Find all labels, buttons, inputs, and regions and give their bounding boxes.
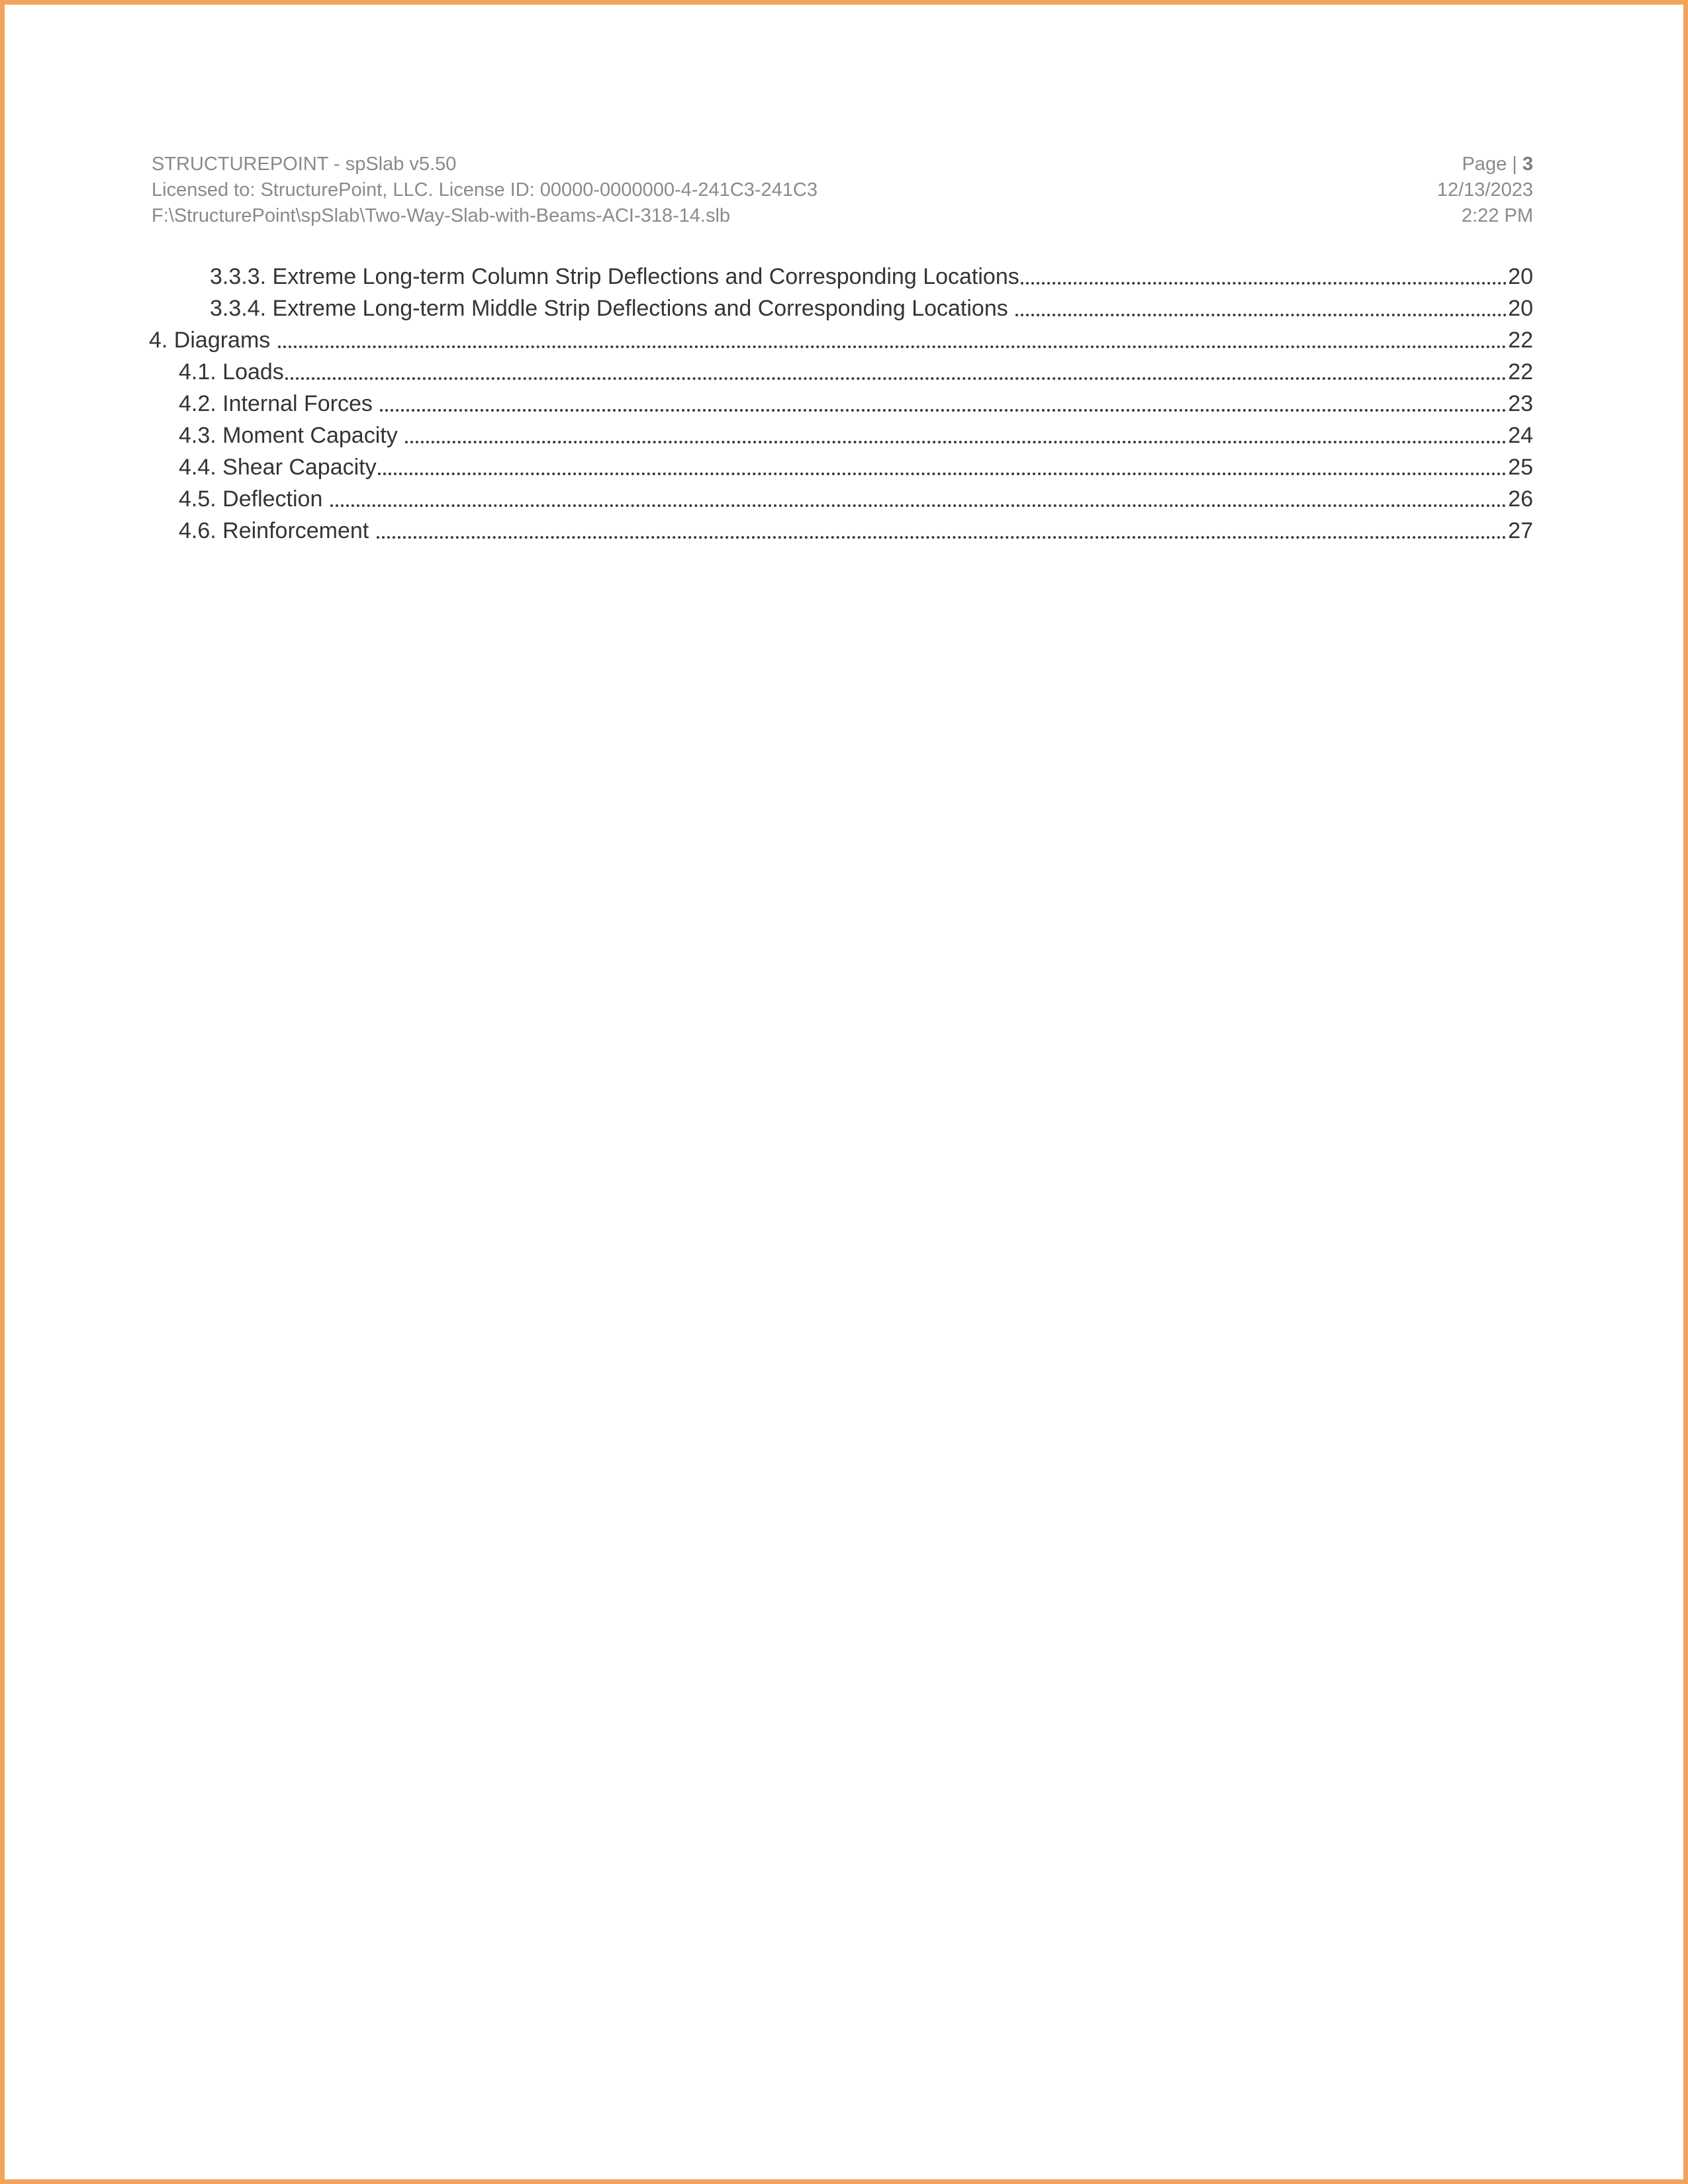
file-path: F:\StructurePoint\spSlab\Two-Way-Slab-with-Beams-ACI-318-14.slb <box>152 205 731 226</box>
toc-entry-title: 4. Diagrams <box>149 328 277 353</box>
toc-entry <box>149 449 1533 480</box>
header-right-block <box>1437 152 1533 229</box>
toc-entry-title: 4.1. Loads <box>179 359 284 385</box>
toc-entry <box>149 353 1533 385</box>
toc-entry <box>149 322 1533 353</box>
toc-dot-leader <box>377 536 1507 539</box>
toc-entry-page-number: 22 <box>1508 328 1533 353</box>
toc-entry <box>149 258 1533 290</box>
page-indicator-label: Page | <box>1462 154 1523 175</box>
toc-entry <box>149 512 1533 544</box>
toc-entry-title: 3.3.3. Extreme Long-term Column Strip Deflections and Corresponding Locations <box>210 264 1019 289</box>
report-time: 2:22 PM <box>1462 205 1533 226</box>
toc-dot-leader <box>405 441 1507 443</box>
toc-entry <box>149 290 1533 322</box>
page-indicator-number: 3 <box>1522 154 1533 175</box>
toc-entry-title: 4.3. Moment Capacity <box>179 423 404 448</box>
page-header <box>152 152 1533 229</box>
toc-entry-title: 4.6. Reinforcement <box>179 518 375 543</box>
toc-dot-leader <box>330 504 1507 507</box>
toc-entry-page-number: 25 <box>1508 455 1533 480</box>
toc-entry-page-number: 20 <box>1508 296 1533 321</box>
toc-dot-leader <box>378 473 1507 475</box>
toc-dot-leader <box>1015 314 1507 316</box>
toc-entry-page-number: 23 <box>1508 391 1533 416</box>
license-info: Licensed to: StructurePoint, LLC. License ID: 00000-0000000-4-241C3-241C3 <box>152 179 818 201</box>
toc-entry-page-number: 26 <box>1508 486 1533 512</box>
page-indicator <box>1437 152 1533 177</box>
toc-entry-title: 4.2. Internal Forces <box>179 391 379 416</box>
header-left-block <box>152 152 818 229</box>
toc-entry-title: 4.5. Deflection <box>179 486 329 512</box>
toc-entry <box>149 385 1533 417</box>
report-date: 12/13/2023 <box>1436 179 1533 201</box>
toc-dot-leader <box>278 345 1507 348</box>
toc-dot-leader <box>285 377 1507 380</box>
toc-entry-page-number: 20 <box>1508 264 1533 289</box>
toc-entry-title: 4.4. Shear Capacity <box>179 455 377 480</box>
toc-entry-page-number: 27 <box>1508 518 1533 543</box>
app-title: STRUCTUREPOINT - spSlab v5.50 <box>152 154 457 175</box>
table-of-contents <box>149 258 1533 544</box>
toc-dot-leader <box>1021 282 1507 285</box>
toc-dot-leader <box>380 409 1507 412</box>
toc-entry <box>149 417 1533 449</box>
toc-entry <box>149 480 1533 512</box>
toc-entry-page-number: 22 <box>1508 359 1533 385</box>
toc-entry-title: 3.3.4. Extreme Long-term Middle Strip Deflections and Corresponding Locations <box>210 296 1015 321</box>
toc-entry-page-number: 24 <box>1508 423 1533 448</box>
